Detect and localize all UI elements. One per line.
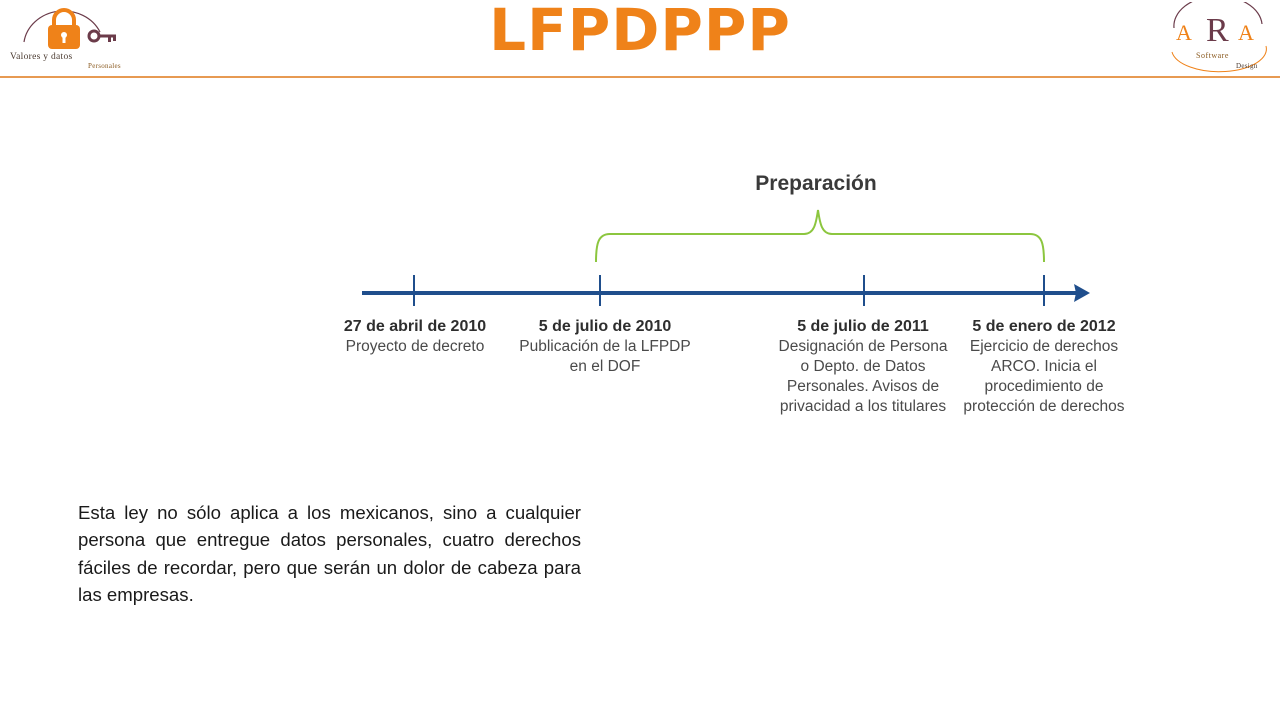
event-date: 5 de julio de 2011 [797, 318, 929, 335]
timeline-event-2 [510, 317, 700, 377]
event-date: 5 de enero de 2012 [972, 318, 1116, 335]
timeline-event-3 [768, 317, 958, 417]
event-date: 27 de abril de 2010 [343, 318, 487, 335]
ara-letter-1: A [1176, 20, 1192, 45]
event-date: 5 de julio de 2010 [538, 318, 672, 335]
event-description: Ejercicio de derechos ARCO. Inicia el procedimiento de protección de derechos [963, 338, 1125, 415]
event-description: Publicación de la LFPDP en el DOF [519, 338, 691, 375]
logo-right-text-sub: Design [1236, 62, 1258, 70]
body-paragraph: Esta ley no sólo aplica a los mexicanos, sino a cualquier persona que entregue datos personales, cuatro derechos fáciles de recordar, pero que serán un dolor de cabeza para las empresas. [78, 501, 581, 606]
event-description: Proyecto de decreto [345, 338, 485, 355]
logo-left-text-main: Valores y datos [10, 52, 73, 62]
ara-letter-3: A [1238, 20, 1254, 45]
event-description: Designación de Persona o Depto. de Datos Personales. Avisos de privacidad a los titulares [778, 338, 948, 415]
preparation-bracket [596, 210, 1044, 262]
ara-letter-2: R [1206, 12, 1229, 49]
logo-left-text-sub: Personales [88, 62, 121, 70]
logo-right-text-main: Software [1196, 51, 1229, 60]
page-title: LFPDPPP [489, 0, 791, 64]
timeline-arrowhead [1074, 284, 1090, 302]
preparation-label: Preparación [755, 172, 877, 195]
timeline-event-4 [954, 317, 1134, 417]
timeline-event-1 [330, 317, 500, 357]
